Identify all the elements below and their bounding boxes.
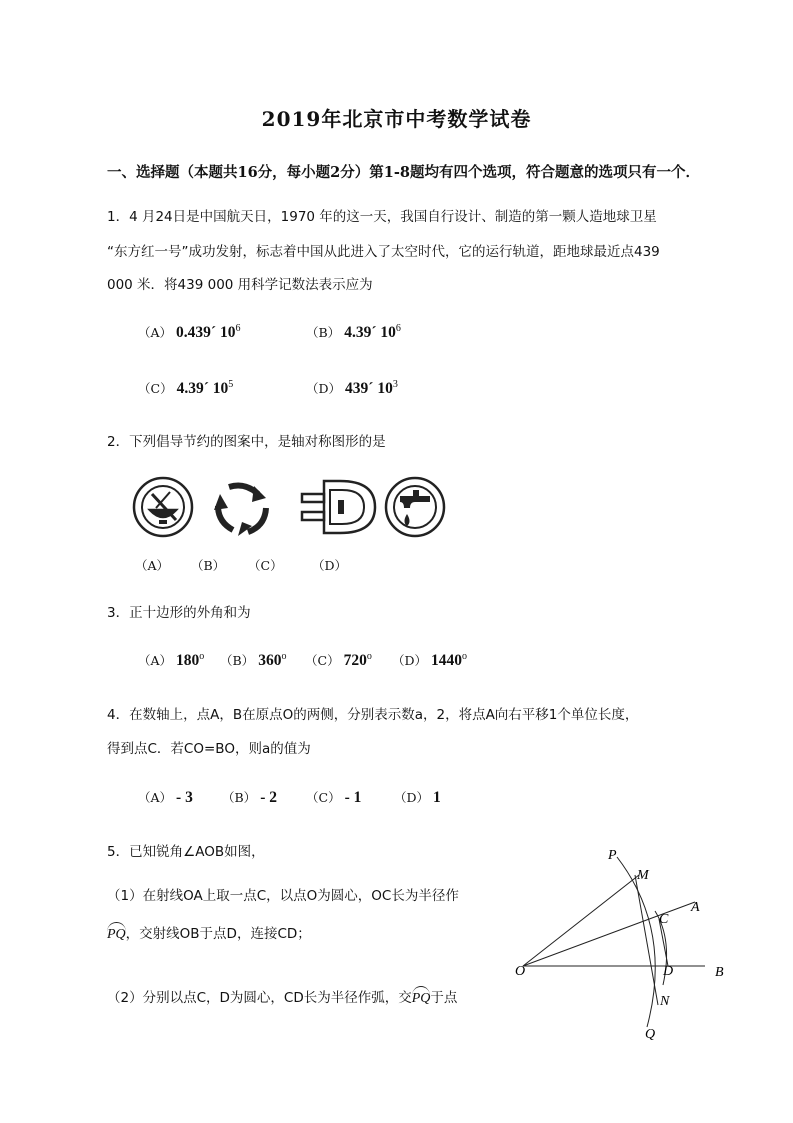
q5-step2 bbox=[107, 986, 457, 1007]
q3-option-a bbox=[138, 650, 204, 670]
label-n: N bbox=[660, 994, 670, 1009]
q4-option-d bbox=[394, 787, 441, 807]
q2-label-a: （A） bbox=[135, 558, 170, 573]
option-label: （C） bbox=[138, 381, 173, 396]
geometry-figure bbox=[505, 845, 730, 1045]
label-o: O bbox=[515, 964, 526, 979]
label-b: B bbox=[715, 965, 724, 980]
option-value: 439´ $10^3$ bbox=[345, 378, 398, 397]
q5-step1-b bbox=[107, 922, 311, 943]
q1-option-b bbox=[306, 322, 401, 342]
q2-label-b: （B） bbox=[191, 558, 226, 573]
q1-option-d bbox=[306, 378, 398, 398]
option-label: （B） bbox=[306, 325, 341, 340]
q5-step1-rest: ，交射线OB于点D，连接CD； bbox=[125, 926, 311, 942]
q5-step2-text: （2）分别以点C，D为圆心，CD长为半径作弧，交 bbox=[107, 990, 412, 1006]
option-value: - 2 bbox=[260, 789, 277, 806]
option-value: 1440$^o$ bbox=[431, 650, 468, 669]
q2-label-d: （D） bbox=[312, 558, 348, 573]
q1-option-a bbox=[138, 322, 240, 342]
label-d: D bbox=[663, 964, 674, 979]
bowl-icon bbox=[134, 478, 192, 536]
q5-step2-rest: 于点 bbox=[430, 990, 458, 1006]
q2-label-c: （C） bbox=[248, 558, 283, 573]
option-label: （C） bbox=[306, 790, 341, 805]
option-value: - 1 bbox=[344, 789, 362, 806]
q2-icons bbox=[130, 472, 450, 542]
q3-option-b bbox=[220, 650, 286, 670]
arc-pq-symbol: PQ bbox=[107, 922, 126, 943]
option-value: 360$^o$ bbox=[258, 650, 287, 669]
faucet-icon bbox=[386, 478, 444, 536]
q1-line-2: “东方红一号”成功发射，标志着中国从此进入了太空时代，它的运行轨道，距地球最近点439 bbox=[107, 244, 660, 260]
q3-text: 3．正十边形的外角和为 bbox=[107, 605, 251, 621]
option-value: 1 bbox=[433, 789, 441, 806]
q4-line-1: 4．在数轴上，点A，B在原点O的两侧，分别表示数a，2，将点A向右平移1个单位长度， bbox=[107, 707, 639, 723]
option-label: （D） bbox=[394, 790, 430, 805]
q5-step1-a: （1）在射线OA上取一点C，以点O为圆心，OC长为半径作 bbox=[107, 888, 459, 904]
q2-text: 2．下列倡导节约的图案中，是轴对称图形的是 bbox=[107, 434, 386, 450]
option-value: 180$^o$ bbox=[176, 650, 205, 669]
option-label: （A） bbox=[138, 325, 173, 340]
option-value: 720$^o$ bbox=[343, 650, 372, 669]
section-heading: 一、选择题（本题共16分，每小题2分）第1-8题均有四个选项，符合题意的选项只有一个． bbox=[107, 164, 700, 181]
option-label: （D） bbox=[392, 653, 428, 668]
label-a: A bbox=[691, 900, 700, 915]
q1-line-3: 000 米．将439 000 用科学记数法表示应为 bbox=[107, 277, 373, 293]
q1-line-1: 1．4 月24日是中国航天日，1970 年的这一天，我国自行设计、制造的第一颗人造地球卫星 bbox=[107, 209, 657, 225]
label-m: M bbox=[637, 868, 649, 883]
q5-text: 5．已知锐角∠AOB如图， bbox=[107, 844, 265, 860]
segment-om bbox=[523, 875, 639, 966]
plug-icon bbox=[302, 481, 375, 533]
option-value: 4.39´ $10^5$ bbox=[176, 378, 234, 397]
option-value: 0.439´ $10^6$ bbox=[176, 322, 241, 341]
q4-option-b bbox=[222, 787, 277, 807]
option-label: （A） bbox=[138, 653, 173, 668]
q4-option-c bbox=[306, 787, 361, 807]
option-label: （D） bbox=[306, 381, 342, 396]
label-q: Q bbox=[645, 1027, 656, 1042]
q3-option-d bbox=[392, 650, 467, 670]
q1-option-c bbox=[138, 378, 233, 398]
q4-option-a bbox=[138, 787, 193, 807]
arc-pq-symbol-2: PQ bbox=[412, 986, 431, 1007]
page-title: 2019年北京市中考数学试卷 bbox=[261, 107, 532, 131]
option-value: - 3 bbox=[176, 789, 193, 806]
recycle-icon bbox=[214, 486, 266, 536]
label-c: C bbox=[659, 912, 669, 927]
option-label: （B） bbox=[220, 653, 255, 668]
option-value: 4.39´ $10^6$ bbox=[344, 322, 401, 341]
label-p: P bbox=[608, 848, 617, 863]
ray-oa bbox=[523, 902, 695, 966]
q4-line-2: 得到点C．若CO=BO，则a的值为 bbox=[107, 741, 311, 757]
option-label: （A） bbox=[138, 790, 173, 805]
option-label: （B） bbox=[222, 790, 257, 805]
option-label: （C） bbox=[305, 653, 340, 668]
q3-option-c bbox=[305, 650, 372, 670]
